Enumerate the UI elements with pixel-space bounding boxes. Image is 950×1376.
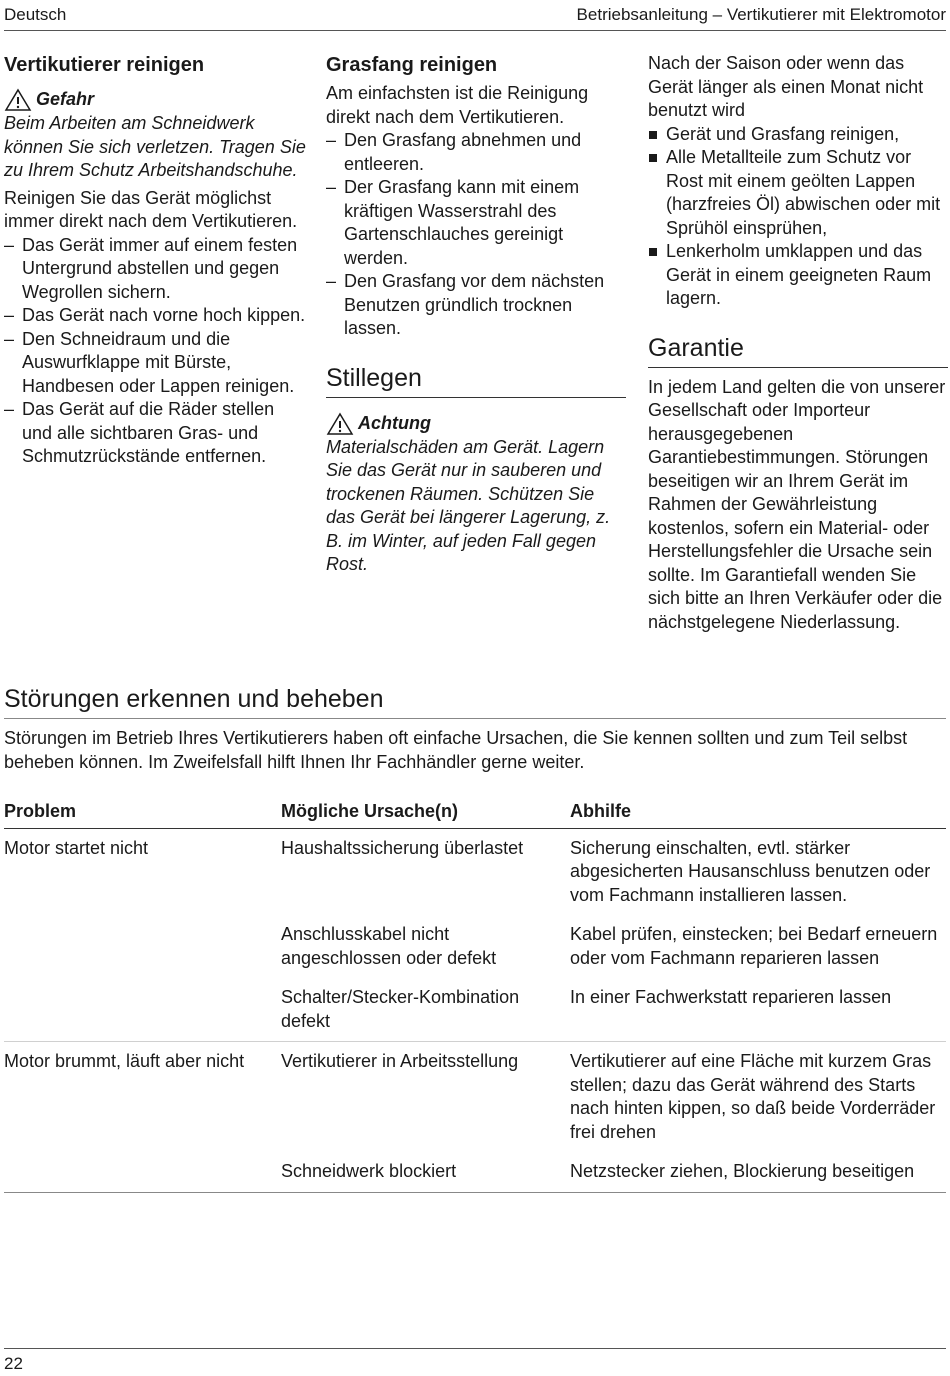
cell-cause: Haushaltssicherung überlastet <box>281 837 524 858</box>
cell-remedy: In einer Fachwerkstatt reparieren lassen <box>570 987 892 1007</box>
warning-triangle-icon <box>326 412 354 436</box>
cell-cause: Anschlusskabel nicht angeschlossen oder defekt <box>281 924 497 968</box>
caution-warning-heading <box>326 412 626 436</box>
danger-warning-heading <box>4 88 306 112</box>
table-row <box>4 828 946 915</box>
cell-cause: Schneidwerk blockiert <box>281 1152 570 1192</box>
grass-catcher-steps <box>326 129 626 341</box>
cell-remedy: Kabel prüfen, einstecken; bei Bedarf erneuern oder vom Fachmann reparieren lassen <box>570 924 938 968</box>
section-title-cleaning: Vertikutierer reinigen <box>4 54 205 76</box>
list-item: – Das Gerät nach vorne hoch kippen. <box>4 304 306 328</box>
column-cleaning <box>4 52 306 469</box>
list-item: Alle Metallteile zum Schutz vor Rost mit einem geölten Lappen (harzfreies Öl) abwischen oder mit Sprühöl einsprühen, <box>648 146 948 240</box>
cell-remedy: Netzstecker ziehen, Blockierung beseitigen <box>570 1152 946 1192</box>
header-doc-title: Betriebsanleitung – Vertikutierer mit Elektromotor <box>576 5 946 24</box>
storage-steps <box>648 123 948 311</box>
column-header-problem: Problem <box>4 800 281 828</box>
danger-text: Beim Arbeiten am Schneidwerk können Sie sich verletzen. Tragen Sie zu Ihrem Schutz Arbeitshandschuhe. <box>4 113 306 180</box>
cell-problem <box>4 1152 281 1192</box>
danger-label: Gefahr <box>36 89 95 110</box>
table-row <box>4 1152 946 1192</box>
grass-catcher-intro: Am einfachsten ist die Reinigung direkt nach dem Vertikutieren. <box>326 83 589 127</box>
cell-problem <box>4 915 281 978</box>
list-item: – Den Grasfang abnehmen und entleeren. <box>326 129 626 176</box>
cell-cause: Schalter/Stecker-Kombination defekt <box>281 987 520 1031</box>
warning-triangle-icon <box>4 88 32 112</box>
page-footer <box>4 1348 946 1376</box>
list-item: Gerät und Grasfang reinigen, <box>648 123 948 147</box>
cell-remedy: Sicherung einschalten, evtl. stärker abgesicherten Hausanschluss benutzen oder vom Fachmann installieren lassen. <box>570 837 931 905</box>
list-item: Lenkerholm umklappen und das Gerät in einem geeigneten Raum lagern. <box>648 240 948 311</box>
column-header-cause: Mögliche Ursache(n) <box>281 800 570 828</box>
table-row <box>4 978 946 1042</box>
cell-cause: Vertikutierer in Arbeitsstellung <box>281 1042 570 1153</box>
table-header-row <box>4 800 946 828</box>
section-title-troubleshooting: Störungen erkennen und beheben <box>4 684 946 719</box>
cleaning-steps <box>4 234 306 469</box>
list-item: – Der Grasfang kann mit einem kräftigen Wasserstrahl des Gartenschlauches gereinigt werden. <box>326 176 626 270</box>
troubleshooting-section <box>4 684 946 1193</box>
column-grass-catcher <box>326 52 626 577</box>
column-storage-warranty <box>648 52 948 634</box>
list-item: – Den Schneidraum und die Auswurfklappe mit Bürste, Handbesen oder Lappen reinigen. <box>4 328 306 399</box>
cleaning-intro: Reinigen Sie das Gerät möglichst immer direkt nach dem Vertikutieren. <box>4 187 298 231</box>
table-row <box>4 1042 946 1153</box>
page-header <box>4 4 946 31</box>
troubleshooting-intro: Störungen im Betrieb Ihres Vertikutierers haben oft einfache Ursachen, die Sie kennen sollten und zum Teil selbst beheben können. Im Zweifelsfall hilft Ihnen Ihr Fachhändler gerne weiter. <box>4 728 908 772</box>
storage-intro: Nach der Saison oder wenn das Gerät länger als einen Monat nicht benutzt wird <box>648 53 924 120</box>
list-item: – Das Gerät auf die Räder stellen und alle sichtbaren Gras- und Schmutzrückstände entfernen. <box>4 398 306 469</box>
section-title-storage: Stillegen <box>326 363 626 398</box>
section-title-warranty: Garantie <box>648 333 948 368</box>
cell-problem <box>4 978 281 1042</box>
caution-label: Achtung <box>358 412 431 433</box>
troubleshooting-table <box>4 800 946 1193</box>
header-language: Deutsch <box>4 5 67 24</box>
column-header-remedy: Abhilfe <box>570 800 946 828</box>
warranty-text: In jedem Land gelten die von unserer Gesellschaft oder Importeur herausgegebenen Garantiebestimmungen. Störungen beseitigen wir an Ihrem Gerät im Rahmen der Gewährleistung kostenlos, sofern ein Material- oder Herstellungsfehler die Ursache sein sollte. Im Garantiefall wenden Sie sich bitte an Ihren Verkäufer oder die nächstgelegene Niederlassung. <box>648 376 946 632</box>
caution-text: Materialschäden am Gerät. Lagern Sie das Gerät nur in sauberen und trockenen Räumen. Schützen Sie das Gerät bei längerer Lagerung, z. B. im Winter, auf jeden Fall gegen Rost. <box>326 436 611 574</box>
list-item: – Den Grasfang vor dem nächsten Benutzen gründlich trocknen lassen. <box>326 270 626 341</box>
cell-problem: Motor brummt, läuft aber nicht <box>4 1042 281 1153</box>
table-row <box>4 915 946 978</box>
cell-problem: Motor startet nicht <box>4 837 149 858</box>
list-item: – Das Gerät immer auf einem festen Untergrund abstellen und gegen Wegrollen sichern. <box>4 234 306 305</box>
section-title-grass-catcher: Grasfang reinigen <box>326 54 498 76</box>
cell-remedy: Vertikutierer auf eine Fläche mit kurzem Gras stellen; dazu das Gerät während des Starts nach hinten kippen, so daß beide Vorderräder frei drehen <box>570 1042 946 1153</box>
page-number: 22 <box>4 1354 23 1373</box>
